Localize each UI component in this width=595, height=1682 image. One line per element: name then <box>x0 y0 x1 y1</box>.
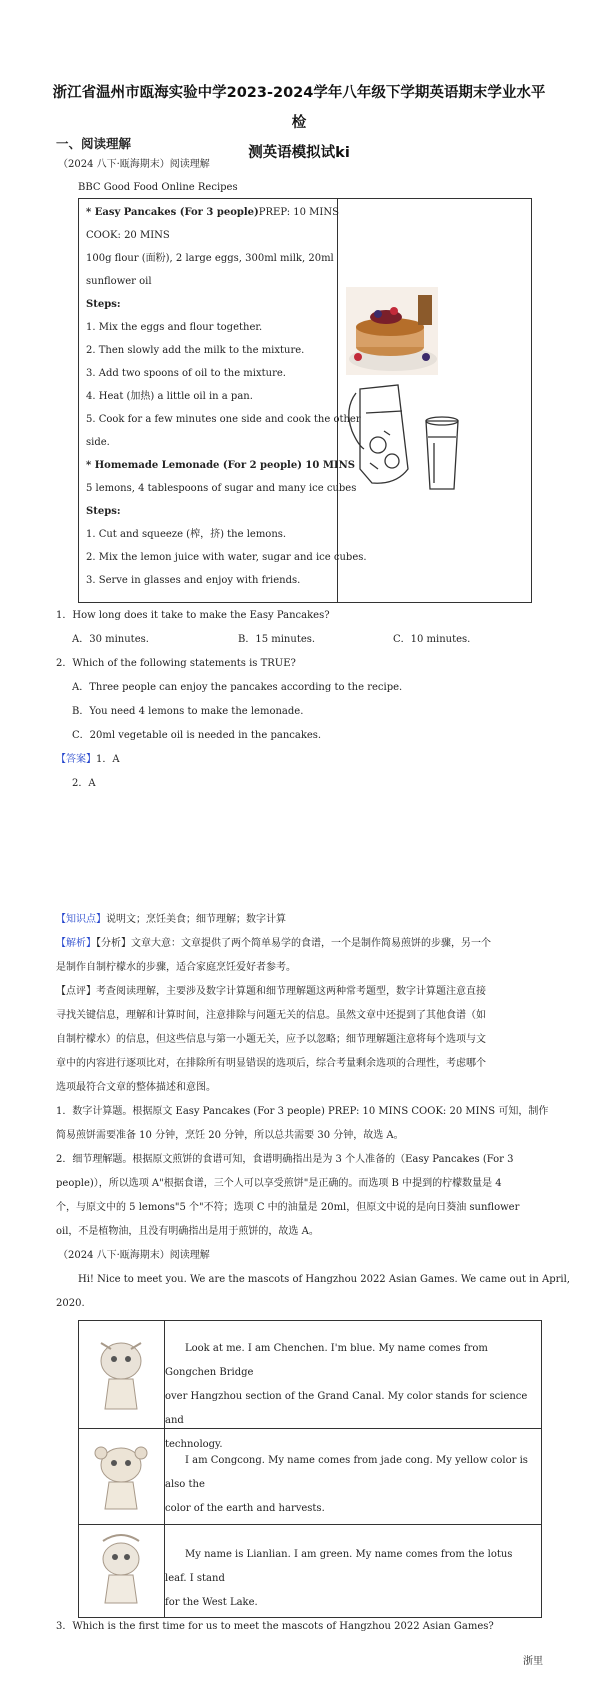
source-label: （2024 八下·瓯海期末）阅读理解 <box>58 159 210 170</box>
recipe-step: 5. Cook for a few minutes one side and cook the other <box>86 414 361 425</box>
answer-tag: 【答案】 <box>56 754 96 765</box>
mascot-row <box>79 1321 541 1450</box>
mascot-text: My name is Lianlian. I am green. My name comes from the lotus leaf. I stand <box>165 1549 513 1584</box>
recipe-text-cell <box>79 199 367 602</box>
recipe-step: 2. Mix the lemon juice with water, sugar and ice cubes. <box>86 552 367 563</box>
recipe-lemonade-ingredients: 5 lemons, 4 tablespoons of sugar and many ice cubes <box>86 483 357 494</box>
recipe-prep: PREP: 10 MINS <box>258 207 339 218</box>
title-line-2: 测英语模拟试ki <box>248 145 350 161</box>
mascot-text: I am Congcong. My name comes from jade cong. My yellow color is also the <box>165 1455 528 1490</box>
mascot-row <box>79 1525 541 1617</box>
recipe-cook: COOK: 20 MINS <box>86 230 170 241</box>
chenchen-mascot-image <box>79 1321 165 1428</box>
comment-line: 寻找关键信息，理解和计算时间，注意排除与问题无关的信息。虽然文章中还提到了其他食谱（如 <box>56 1010 486 1021</box>
mascot-text: for the West Lake. <box>165 1597 258 1608</box>
explanation-2: 个，与原文中的 5 lemons"5 个"不符；选项 C 中的油量是 20ml，但原文中说的是向日葵油 sunflower <box>56 1202 520 1213</box>
question-3-stem: 3．Which is the first time for us to meet the mascots of Hangzhou 2022 Asian Games? <box>56 1621 494 1632</box>
q1-option-c: C．10 minutes. <box>393 634 471 645</box>
recipe-steps-label: Steps: <box>86 506 121 517</box>
knowledge-text: 说明文；烹饪美食；细节理解；数字计算 <box>106 914 286 925</box>
explanation-2: 2．细节理解题。根据原文煎饼的食谱可知，食谱明确指出是为 3 个人准备的（Easy Pancakes (For 3 <box>56 1154 514 1165</box>
recipe-illustration <box>338 199 530 602</box>
source-label: （2024 八下·瓯海期末）阅读理解 <box>58 1250 210 1261</box>
glass-sketch <box>426 417 458 489</box>
comment-line: 选项最符合文章的整体描述和意图。 <box>56 1082 216 1093</box>
q2-option-a: A．Three people can enjoy the pancakes according to the recipe. <box>72 682 403 693</box>
explanation-1: 简易煎饼需要准备 10 分钟，烹饪 20 分钟，所以总共需要 30 分钟，故选 A。 <box>56 1130 404 1141</box>
recipe-step: side. <box>86 437 110 448</box>
recipe-step: 1. Cut and squeeze (榨，挤) the lemons. <box>86 529 287 540</box>
comment-line: 章中的内容进行逐项比对，在排除所有明显错误的选项后，综合考量剩余选项的合理性，考虑哪个 <box>56 1058 486 1069</box>
analysis-text: 【分析】文章大意：文章提供了两个简单易学的食谱，一个是制作简易煎饼的步骤，另一个 <box>96 938 491 949</box>
page-footer: 浙里 <box>523 1656 543 1667</box>
question-2-stem: 2．Which of the following statements is TRUE? <box>56 658 296 669</box>
recipe-lemonade-title: * Homemade Lemonade (For 2 people) 10 MINS <box>86 460 355 471</box>
recipe-ingredients: 100g flour (面粉), 2 large eggs, 300ml milk, 20ml <box>86 253 334 264</box>
lianlian-mascot-image <box>79 1525 165 1617</box>
q2-option-c: C．20ml vegetable oil is needed in the pancakes. <box>72 730 322 741</box>
recipe-heading: BBC Good Food Online Recipes <box>78 182 238 193</box>
passage-intro: 2020. <box>56 1298 85 1309</box>
explanation-2: oil，不是植物油，且没有明确指出是用于煎饼的，故选 A。 <box>56 1226 319 1237</box>
analysis-tag: 【解析】 <box>56 938 96 949</box>
q1-option-a: A．30 minutes. <box>72 634 149 645</box>
answer-1: 1．A <box>96 754 120 765</box>
recipe-table <box>78 198 532 603</box>
congcong-mascot-image <box>79 1429 165 1524</box>
mascot-text: color of the earth and harvests. <box>165 1503 325 1514</box>
mascot-text: Look at me. I am Chenchen. I'm blue. My name comes from Gongchen Bridge <box>165 1343 488 1378</box>
title-line-1: 浙江省温州市瓯海实验中学2023-2024学年八年级下学期英语期末学业水平检 <box>52 85 546 131</box>
pancake-stack-image <box>346 287 438 375</box>
recipe-step: 3. Serve in glasses and enjoy with friends. <box>86 575 301 586</box>
recipe-step: 1. Mix the eggs and flour together. <box>86 322 263 333</box>
mascot-text: over Hangzhou section of the Grand Canal. My color stands for science and <box>165 1391 528 1426</box>
recipe-pancake-title: * Easy Pancakes (For 3 people) <box>86 207 259 218</box>
mascot-row <box>79 1429 541 1525</box>
recipe-step: 2. Then slowly add the milk to the mixture. <box>86 345 305 356</box>
recipe-ingredients-2: sunflower oil <box>86 276 152 287</box>
recipe-step: 4. Heat (加热) a little oil in a pan. <box>86 391 253 402</box>
comment-line: 自制柠檬水）的信息，但这些信息与第一小题无关，应予以忽略；细节理解题注意将每个选项与文 <box>56 1034 486 1045</box>
answer-2: 2．A <box>72 778 96 789</box>
mascot-text: technology. <box>165 1439 223 1450</box>
question-1-stem: 1．How long does it take to make the Easy Pancakes? <box>56 610 330 621</box>
section-heading: 一、阅读理解 <box>56 136 132 151</box>
lemonade-jug-sketch <box>349 385 408 483</box>
q1-option-b: B．15 minutes. <box>238 634 316 645</box>
knowledge-tag: 【知识点】 <box>56 914 106 925</box>
q2-option-b: B．You need 4 lemons to make the lemonade. <box>72 706 304 717</box>
recipe-step: 3. Add two spoons of oil to the mixture. <box>86 368 286 379</box>
document-title <box>52 78 546 168</box>
explanation-1: 1．数字计算题。根据原文 Easy Pancakes (For 3 people) PREP: 10 MINS COOK: 20 MINS 可知，制作 <box>56 1106 549 1117</box>
recipe-steps-label: Steps: <box>86 299 121 310</box>
analysis-text: 是制作自制柠檬水的步骤，适合家庭烹饪爱好者参考。 <box>56 962 296 973</box>
explanation-2: people)），所以选项 A"根据食谱，三个人可以享受煎饼"是正确的。而选项 B 中提到的柠檬数量是 4 <box>56 1178 502 1189</box>
passage-intro: Hi! Nice to meet you. We are the mascots of Hangzhou 2022 Asian Games. We came out in April, <box>78 1274 570 1285</box>
comment-line: 【点评】考查阅读理解，主要涉及数字计算题和细节理解题这两种常考题型，数字计算题注意直接 <box>56 986 486 997</box>
mascot-table <box>78 1320 542 1618</box>
